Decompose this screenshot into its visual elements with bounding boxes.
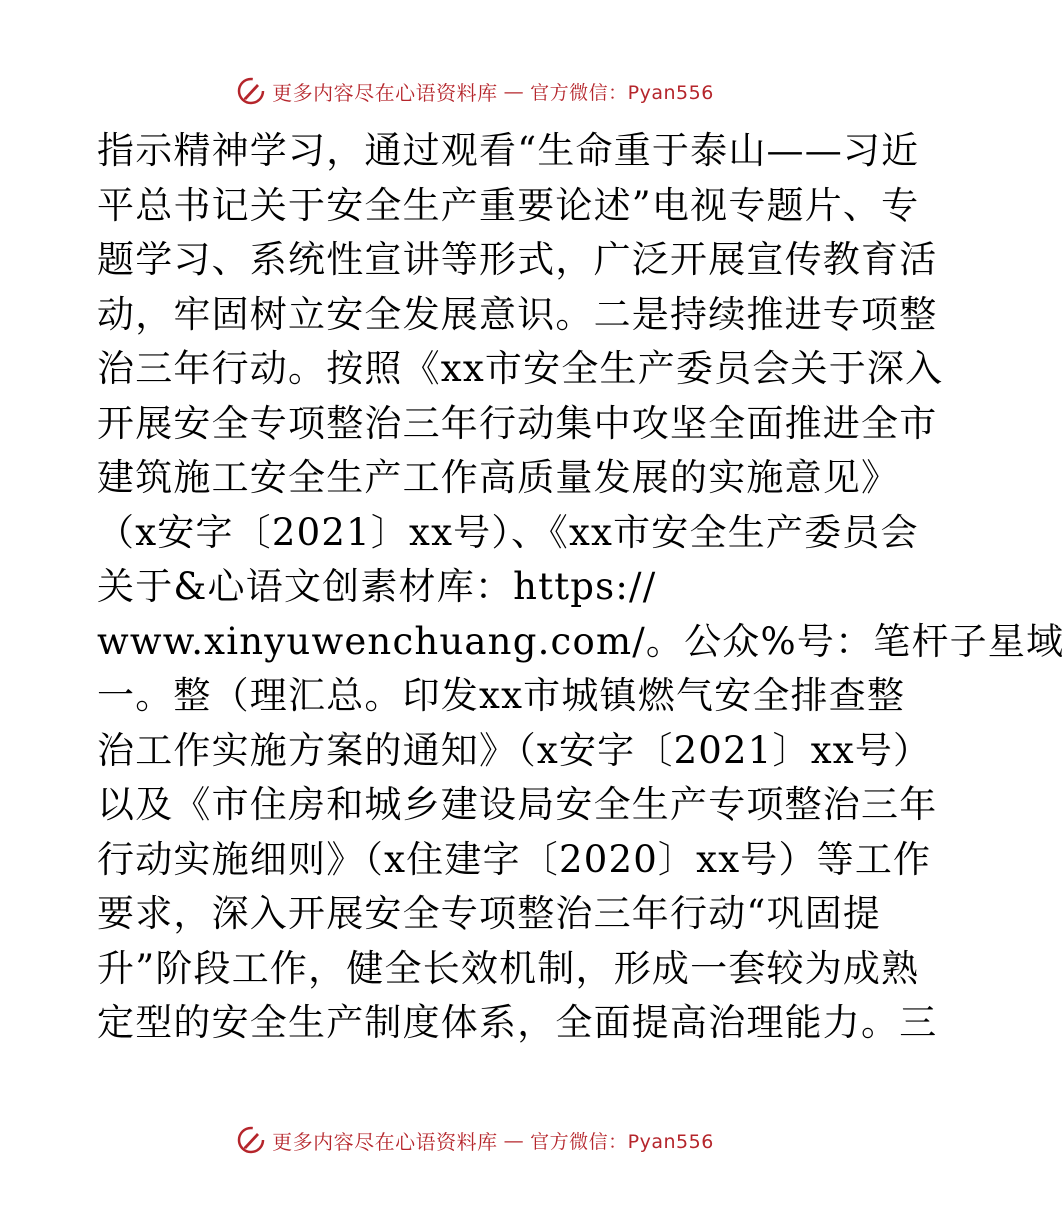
watermark-contact: 官方微信：Pyan556 bbox=[530, 81, 714, 104]
watermark-text: 更多内容尽在心语资料库 bbox=[272, 80, 498, 105]
footer-watermark bbox=[0, 1120, 950, 1160]
text-line: 以及《市住房和城乡建设局安全生产专项整治三年 bbox=[97, 783, 938, 826]
text-line: 题学习、系统性宣讲等形式，广泛开展宣传教育活 bbox=[97, 238, 938, 281]
text-line: 定型的安全生产制度体系，全面提高治理能力。三 bbox=[97, 1001, 938, 1044]
text-line: 升”阶段工作，健全长效机制，形成一套较为成熟 bbox=[97, 946, 920, 990]
text-line: 关于&心语文创素材库：https:// bbox=[97, 565, 657, 608]
text-line: 行动实施细则》（x住建字〔2020〕xx号）等工作 bbox=[97, 837, 932, 881]
text-line: 一。整（理汇总。印发xx市城镇燃气安全排查整 bbox=[97, 674, 906, 717]
watermark-text: 更多内容尽在心语资料库 bbox=[272, 1129, 498, 1154]
text-line: 平总书记关于安全生产重要论述”电视专题片、专 bbox=[97, 183, 920, 227]
text-line: www.xinyuwenchuang.com/。公众%号：笔杆子星域 bbox=[97, 619, 1064, 663]
watermark-dash: — bbox=[503, 1128, 525, 1152]
text-line: 要求，深入开展安全专项整治三年行动“巩固提 bbox=[97, 892, 882, 935]
text-line: 动，牢固树立安全发展意识。二是持续推进专项整 bbox=[97, 292, 938, 336]
text-line: 建筑施工安全生产工作高质量发展的实施意见》 bbox=[97, 456, 900, 499]
text-line: 治工作实施方案的通知》（x安字〔2021〕xx号） bbox=[97, 728, 932, 772]
text-line: 开展安全专项整治三年行动集中攻坚全面推进全市 bbox=[97, 401, 938, 445]
quill-pen-circle-icon bbox=[236, 1125, 266, 1155]
text-line: 指示精神学习，通过观看“生命重于泰山——习近 bbox=[97, 129, 920, 172]
watermark-contact: 官方微信：Pyan556 bbox=[530, 1130, 714, 1153]
watermark-dash: — bbox=[503, 79, 525, 103]
text-line: 治三年行动。按照《xx市安全生产委员会关于深入 bbox=[97, 347, 944, 390]
quill-pen-circle-icon bbox=[236, 76, 266, 106]
header-watermark bbox=[0, 71, 950, 111]
text-line: （x安字〔2021〕xx号）、《xx市安全生产委员会 bbox=[97, 510, 919, 554]
document-body bbox=[97, 124, 1064, 1051]
